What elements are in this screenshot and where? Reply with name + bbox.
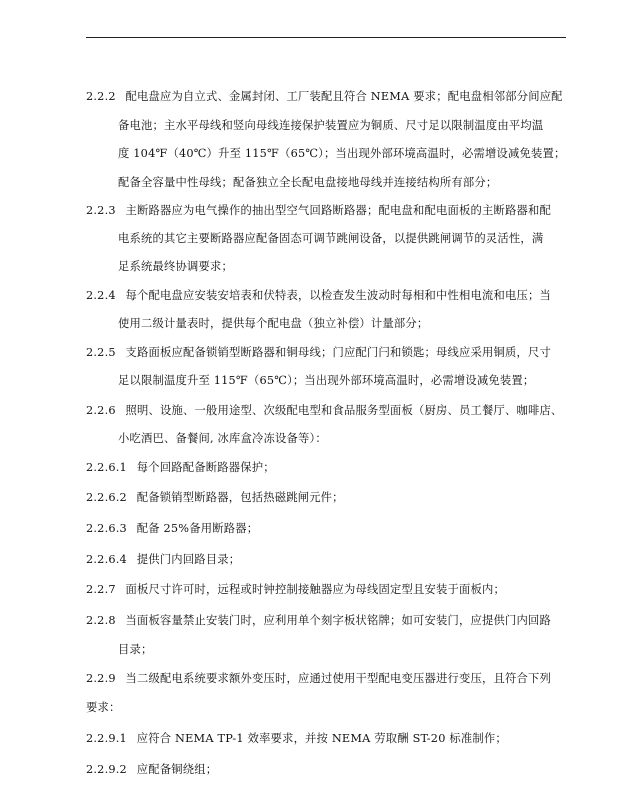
section-text: 配备锁销型断路器，包括热磁跳闸元件； [136,491,344,504]
section-2-2-8-line-2: 目录； [118,643,153,656]
section-2-2-9-1 [86,732,507,746]
section-number: 2.2.6 [86,404,116,417]
section-number: 2.2.6.1 [86,461,127,474]
section-2-2-2-line-4: 配备全容量中性母线；配备独立全长配电盘接地母线并连接结构所有部分； [118,176,498,189]
section-number: 2.2.7 [86,583,116,596]
section-2-2-7 [86,583,505,597]
section-number: 2.2.6.3 [86,522,127,535]
section-2-2-9-line-2: 要求： [86,701,121,714]
section-2-2-2-line-3: 度 104℉（40℃）升至 115℉（65℃）；当出现外部环境高温时，必需增设减免装置； [118,147,566,160]
section-text: 提供门内回路目录； [136,553,241,566]
section-2-2-5-line-2: 足以限制温度升至 115℉（65℃）；当出现外部环境高温时，必需增设减免装置； [118,374,535,387]
section-text: 支路面板应配备锁销型断路器和铜母线；门应配门闩和锁匙；母线应采用铜质，尺寸 [125,346,551,359]
section-number: 2.2.2 [86,90,116,103]
section-2-2-6-2 [86,491,344,505]
section-number: 2.2.9 [86,672,116,685]
section-number: 2.2.3 [86,204,116,217]
section-2-2-6-3 [86,522,258,536]
section-2-2-3-line-3: 足系统最终协调要求； [118,260,233,273]
section-text: 应符合 NEMA TP-1 效率要求，并按 NEMA 劳取酬 ST-20 标准制作； [136,732,507,745]
section-2-2-6-line-2: 小吃酒巴、备餐间, 冰库盒冷冻设备等）： [118,432,327,445]
section-number: 2.2.8 [86,614,116,627]
section-2-2-6-1 [86,461,275,475]
section-2-2-2-line-1 [86,90,563,104]
section-2-2-3-line-1 [86,204,551,218]
section-text: 照明、设施、一般用途型、次级配电型和食品服务型面板（厨房、员工餐厅、咖啡店、 [125,404,563,417]
section-2-2-6-line-1 [86,404,562,418]
section-number: 2.2.6.4 [86,553,127,566]
section-number: 2.2.9.2 [86,763,127,776]
section-text: 当二级配电系统要求额外变压时，应通过使用干型配电变压器进行变压，且符合下列 [125,672,551,685]
section-text: 面板尺寸许可时，远程或时钟控制接触器应为母线固定型且安装于面板内； [125,583,505,596]
section-2-2-4-line-1 [86,289,551,303]
section-2-2-2-line-2: 备电池；主水平母线和竖向母线连接保护装置应为铜质、尺寸足以限制温度由平均温 [118,119,544,132]
section-number: 2.2.9.1 [86,732,127,745]
section-number: 2.2.5 [86,346,116,359]
section-text: 配备 25%备用断路器； [136,522,259,535]
section-2-2-9-2 [86,763,217,777]
section-text: 每个回路配备断路器保护； [136,461,275,474]
section-text: 每个配电盘应安装安培表和伏特表，以检查发生波动时每相和中性相电流和电压；当 [125,289,551,302]
section-2-2-5-line-1 [86,346,551,360]
section-number: 2.2.6.2 [86,491,127,504]
section-2-2-4-line-2: 使用二级计量表时，提供每个配电盘（独立补偿）计量部分； [118,317,429,330]
section-number: 2.2.4 [86,289,116,302]
section-2-2-8-line-1 [86,614,551,628]
section-text: 主断路器应为电气操作的抽出型空气回路断路器；配电盘和配电面板的主断路器和配 [125,204,551,217]
section-text: 当面板容量禁止安装门时，应利用单个刻字板状铭牌；如可安装门，应提供门内回路 [125,614,551,627]
section-2-2-9-line-1 [86,672,551,686]
section-text: 应配备铜绕组； [136,763,218,776]
header-rule [86,37,566,38]
section-text: 配电盘应为自立式、金属封闭、工厂装配且符合 NEMA 要求；配电盘相邻部分间应配 [125,90,563,103]
section-2-2-3-line-2: 电系统的其它主要断路器应配备固态可调节跳闸设备，以提供跳闸调节的灵活性，满 [118,232,544,245]
section-2-2-6-4 [86,553,240,567]
